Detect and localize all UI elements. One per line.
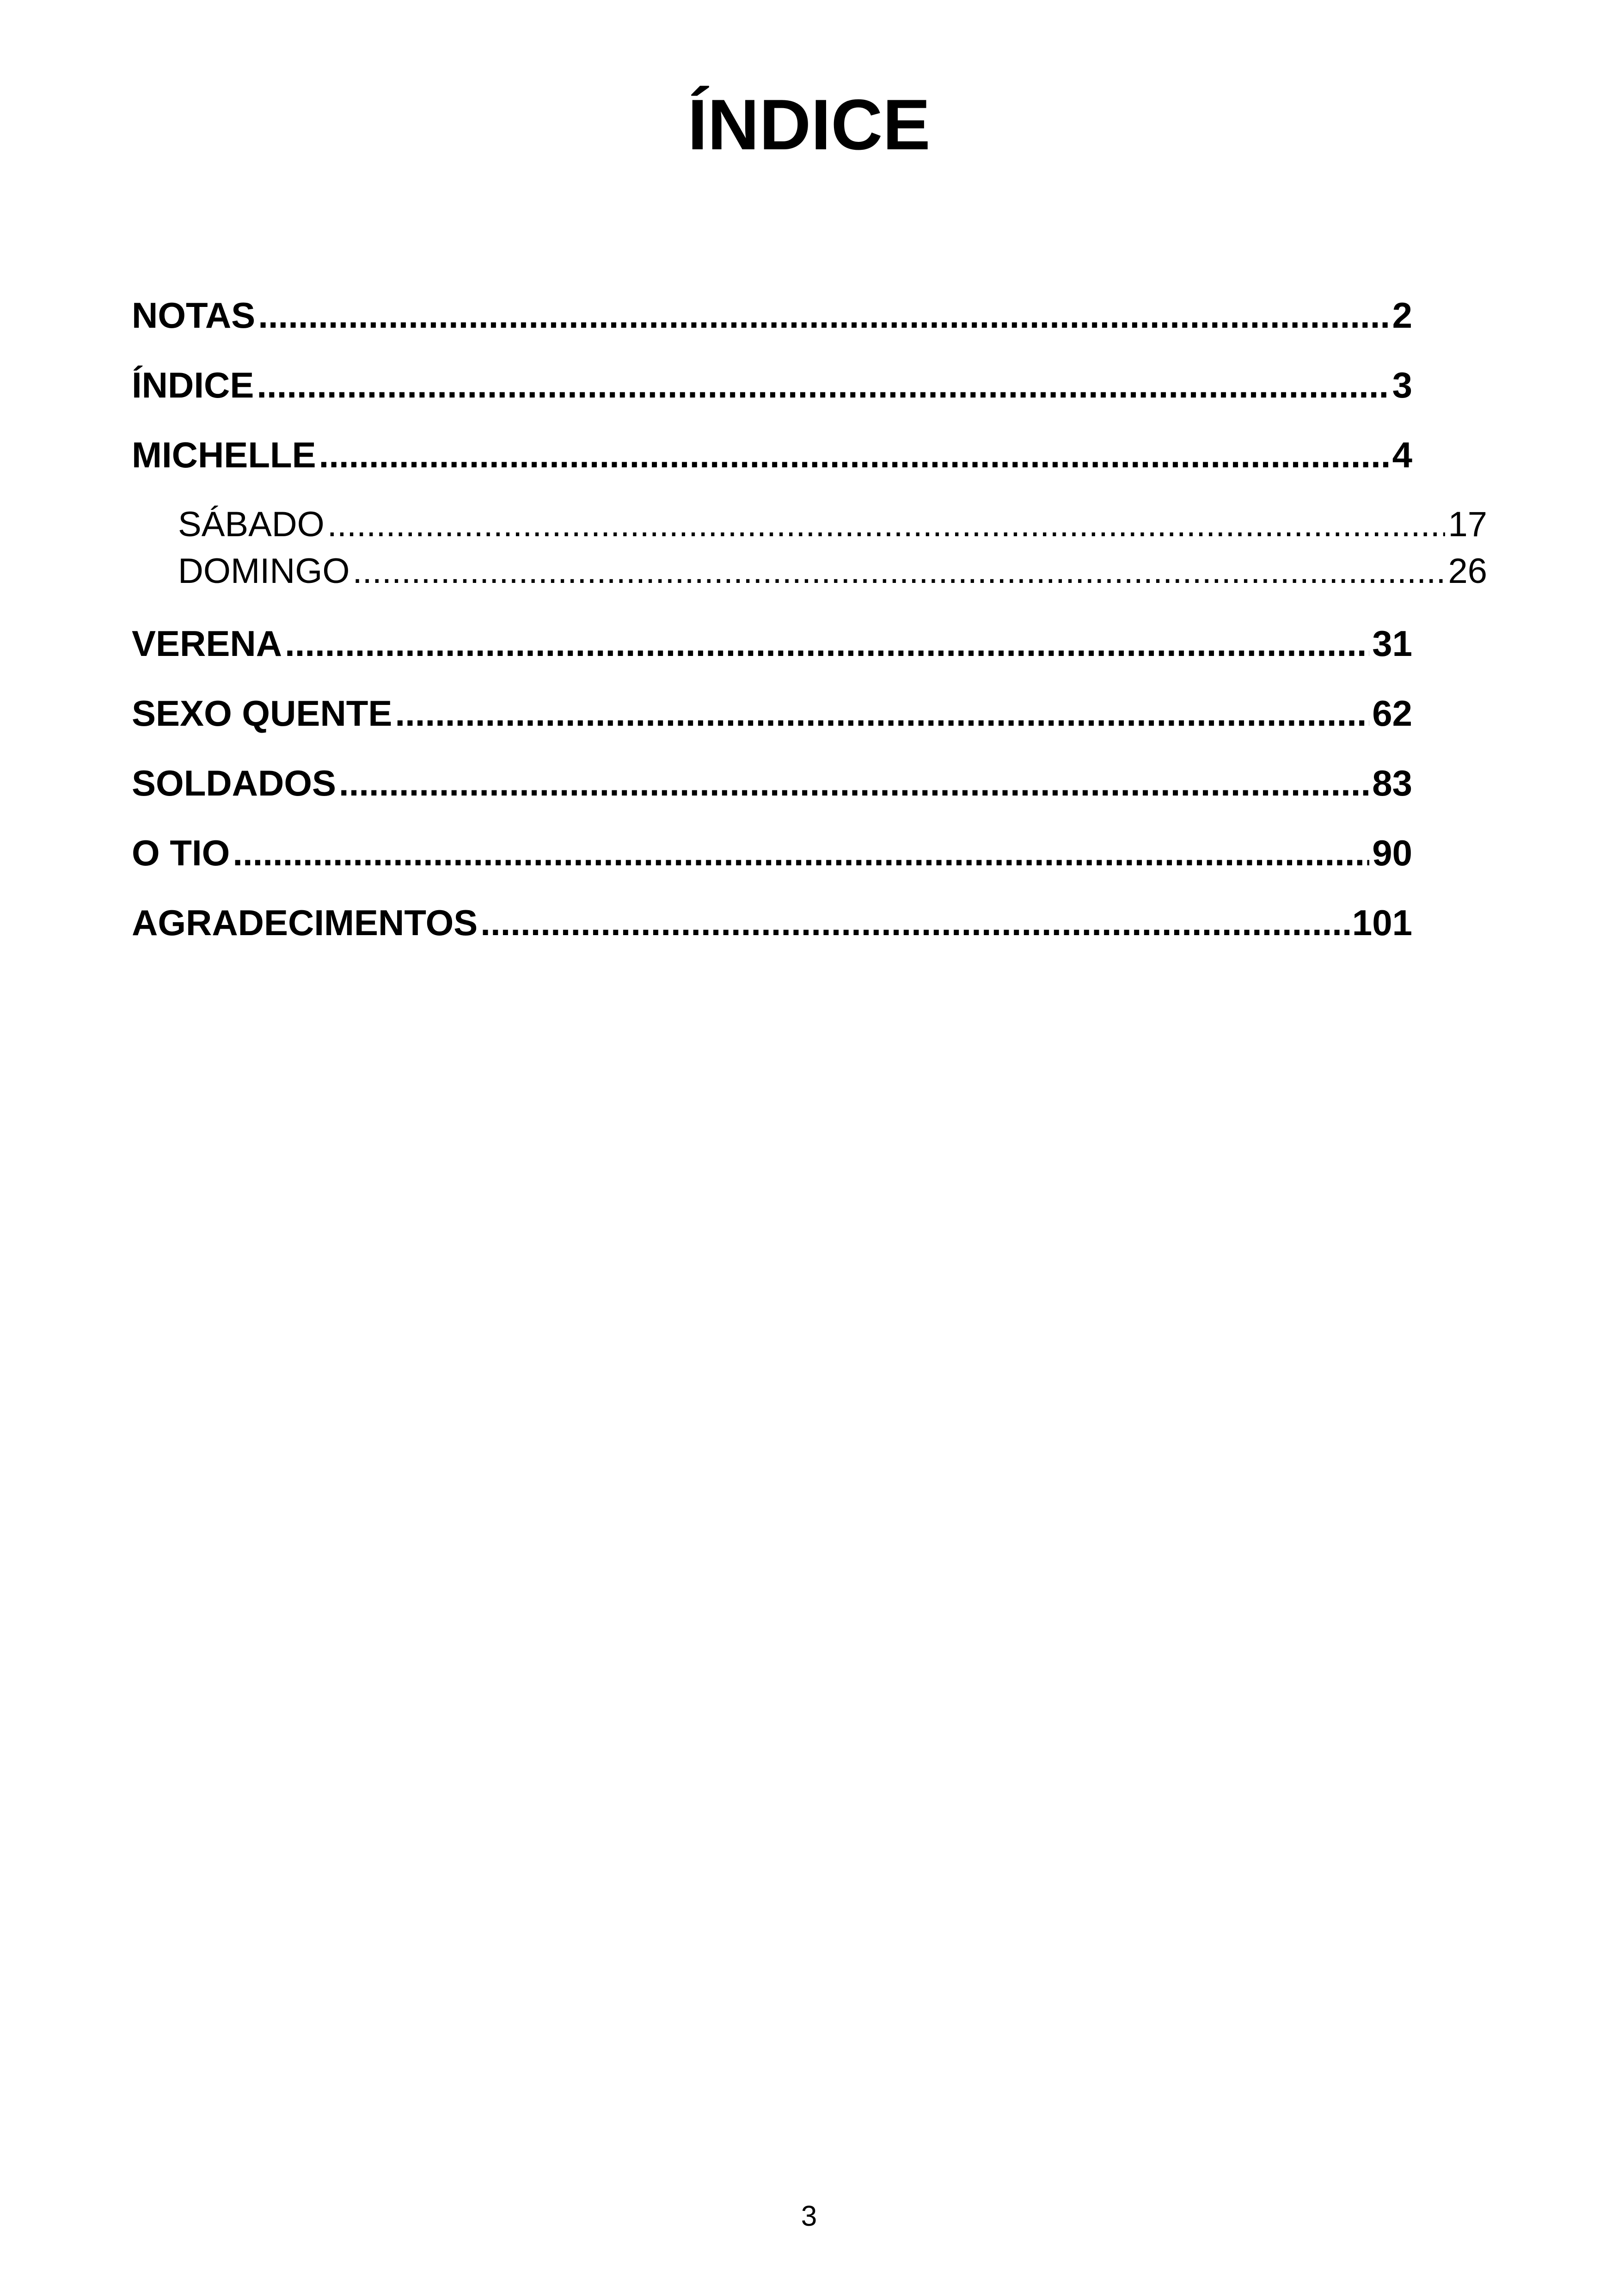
toc-entry-agradecimentos[interactable] xyxy=(132,900,1412,946)
toc-entry-page: 62 xyxy=(1372,693,1412,734)
toc-dot-leader xyxy=(285,620,1369,667)
toc-entry-page: 31 xyxy=(1372,623,1412,664)
toc-entry-label: O TIO xyxy=(132,833,230,873)
toc-dot-leader xyxy=(257,362,1389,408)
toc-entry-label: SEXO QUENTE xyxy=(132,693,392,734)
toc-entry-indice[interactable] xyxy=(132,362,1412,408)
toc-entry-o-tio[interactable] xyxy=(132,830,1412,876)
toc-entry-michelle[interactable] xyxy=(132,432,1412,478)
toc-dot-leader xyxy=(395,690,1369,736)
toc-entry-label: SÁBADO xyxy=(178,505,325,544)
toc-subentry-sabado[interactable] xyxy=(178,502,1487,548)
page-title: ÍNDICE xyxy=(687,85,931,165)
toc-dot-leader xyxy=(319,432,1390,478)
toc-entry-page: 101 xyxy=(1352,902,1412,943)
toc-entry-page: 17 xyxy=(1448,505,1487,544)
toc-subentry-domingo[interactable] xyxy=(178,548,1487,594)
toc-entry-notas[interactable] xyxy=(132,292,1412,338)
toc-entry-label: VERENA xyxy=(132,623,282,664)
toc-dot-leader xyxy=(258,292,1389,338)
toc-entry-page: 26 xyxy=(1448,551,1487,591)
toc-dot-leader xyxy=(480,900,1349,946)
toc-entry-soldados[interactable] xyxy=(132,760,1412,806)
toc-entry-page: 83 xyxy=(1372,763,1412,803)
page-number: 3 xyxy=(801,2200,817,2232)
toc-dot-leader xyxy=(339,760,1369,806)
toc-entry-label: AGRADECIMENTOS xyxy=(132,902,478,943)
toc-entry-sexo-quente[interactable] xyxy=(132,690,1412,736)
toc-dot-leader xyxy=(233,830,1369,876)
toc-entry-label: ÍNDICE xyxy=(132,365,254,405)
toc-entry-page: 90 xyxy=(1372,833,1412,873)
toc-dot-leader xyxy=(327,502,1446,548)
toc-entry-page: 4 xyxy=(1392,435,1412,475)
toc-entry-label: MICHELLE xyxy=(132,435,316,475)
toc-entry-label: SOLDADOS xyxy=(132,763,337,803)
toc-entry-label: DOMINGO xyxy=(178,551,350,591)
toc-dot-leader xyxy=(353,548,1446,594)
toc-entry-page: 3 xyxy=(1392,365,1412,405)
toc-entry-label: NOTAS xyxy=(132,295,256,336)
toc-entry-verena[interactable] xyxy=(132,620,1412,667)
toc-entry-page: 2 xyxy=(1392,295,1412,336)
